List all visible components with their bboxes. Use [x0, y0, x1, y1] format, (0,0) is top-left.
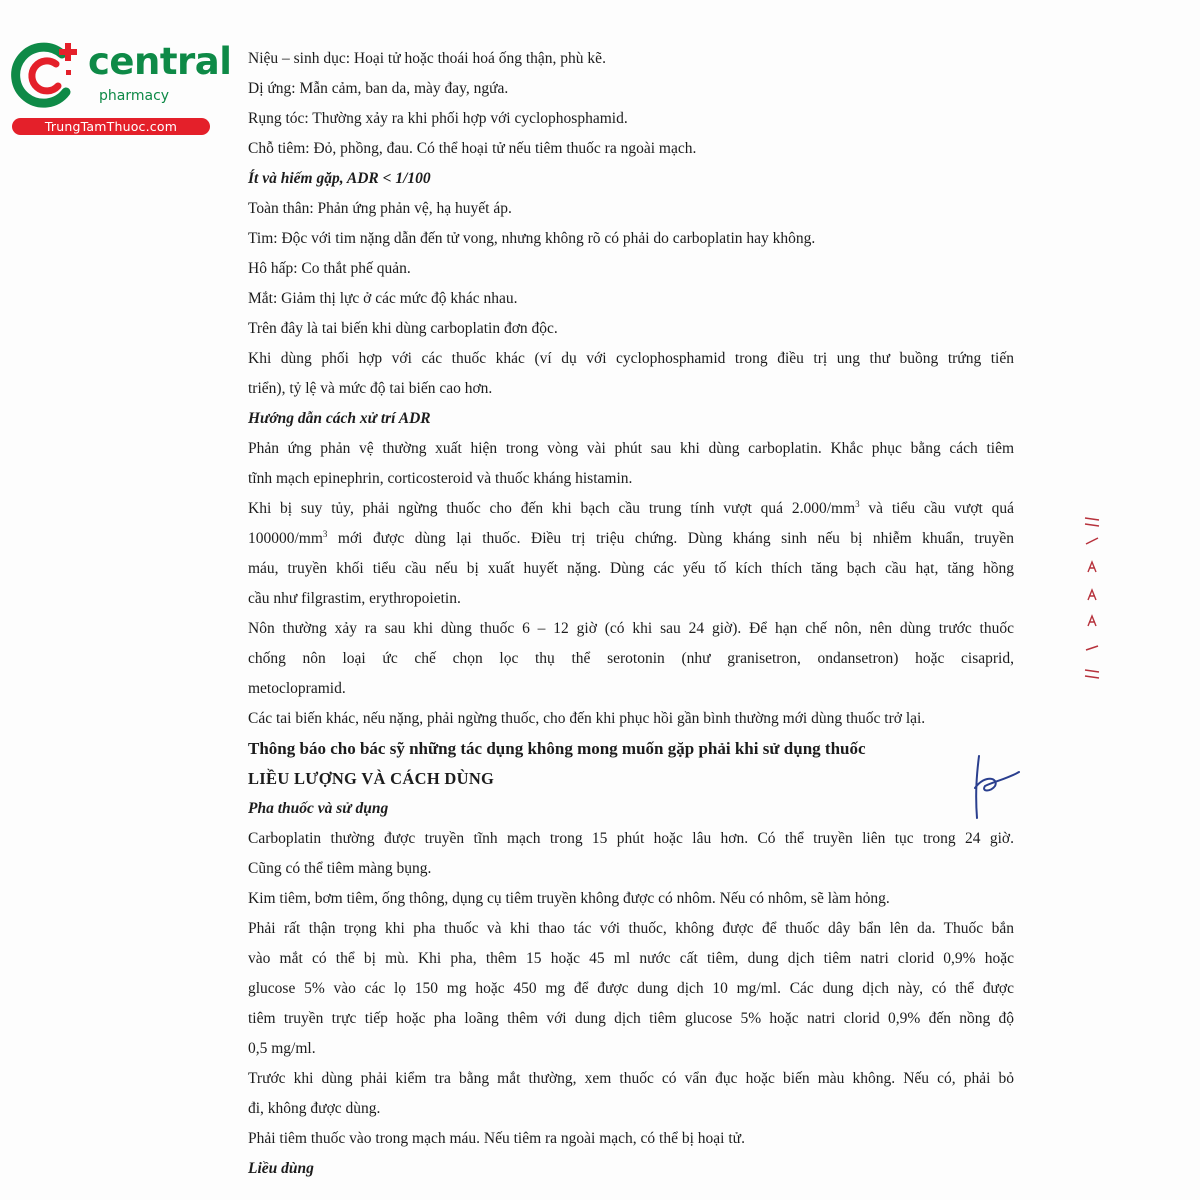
- logo-subtitle: pharmacy: [99, 88, 170, 104]
- text-line: [248, 494, 1014, 524]
- text-line: Toàn thân: Phản ứng phản vệ, hạ huyết áp.: [248, 200, 512, 217]
- superscript: 3: [322, 529, 328, 539]
- text-line: Khi dùng phối hợp với các thuốc khác (ví dụ với cyclophosphamid trong điều trị ung thư buồng trứng tiến: [248, 350, 1014, 367]
- text-line: tĩnh mạch epinephrin, corticosteroid và thuốc kháng histamin.: [248, 470, 633, 487]
- notice-heading: Thông báo cho bác sỹ những tác dụng không mong muốn gặp phải khi sử dụng thuốc: [248, 739, 866, 758]
- text-line: Carboplatin thường được truyền tĩnh mạch trong 15 phút hoặc lâu hơn. Có thể truyền liên tục trong 24 giờ.: [248, 830, 1014, 847]
- text-line: Nôn thường xảy ra sau khi dùng thuốc 6 – 12 giờ (có khi sau 24 giờ). Để hạn chế nôn, nên dùng trước thuốc: [248, 620, 1014, 637]
- subheading-dosage: Liều dùng: [248, 1160, 314, 1177]
- text-segment: mới được dùng lại thuốc. Điều trị triệu chứng. Dùng kháng sinh nếu bị nhiễm khuẩn, truyền: [327, 530, 1014, 547]
- text-line: Phải rất thận trọng khi pha thuốc và khi thao tác với thuốc, không được để thuốc dây bẩn lên da. Thuốc bắn: [248, 920, 1014, 937]
- text-line: [248, 524, 1014, 554]
- text-line: Kim tiêm, bơm tiêm, ống thông, dụng cụ tiêm truyền không được có nhôm. Nếu có nhôm, sẽ làm hỏng.: [248, 890, 890, 907]
- text-segment: Khi bị suy tủy, phải ngừng thuốc cho đến khi bạch cầu trung tính vượt quá 2.000/mm: [248, 500, 856, 517]
- text-line: glucose 5% vào các lọ 150 mg hoặc 450 mg để được dung dịch 10 mg/ml. Các dung dịch này, có thể được: [248, 980, 1014, 997]
- pharmacy-cross-logo-icon: [10, 40, 82, 112]
- text-line: máu, truyền khối tiểu cầu nếu bị xuất huyết nặng. Dùng các yếu tố kích thích tăng bạch cầu hạt, tăng hồng: [248, 560, 1014, 577]
- subheading-preparation: Pha thuốc và sử dụng: [248, 800, 389, 817]
- text-line: Trên đây là tai biến khi dùng carboplatin đơn độc.: [248, 320, 558, 337]
- text-segment: 100000/mm: [248, 530, 323, 547]
- signature-icon: [965, 752, 1025, 822]
- text-line: Niệu – sinh dục: Hoại tử hoặc thoái hoá ống thận, phù kẽ.: [248, 50, 606, 67]
- text-line: metoclopramid.: [248, 680, 346, 697]
- text-line: 0,5 mg/ml.: [248, 1040, 316, 1057]
- text-line: Tim: Độc với tim nặng dẫn đến tử vong, nhưng không rõ có phải do carboplatin hay không.: [248, 230, 816, 247]
- logo-site-url[interactable]: TrungTamThuoc.com: [12, 118, 210, 135]
- text-line: chống nôn loại ức chế chọn lọc thụ thể serotonin (như granisetron, ondansetron) hoặc cisaprid,: [248, 650, 1014, 667]
- subheading-rare-adr: Ít và hiếm gặp, ADR < 1/100: [248, 170, 431, 187]
- text-line: Dị ứng: Mẫn cảm, ban da, mày đay, ngứa.: [248, 80, 509, 97]
- text-line: Phản ứng phản vệ thường xuất hiện trong vòng vài phút sau khi dùng carboplatin. Khắc phục bằng cách tiêm: [248, 440, 1014, 457]
- stamp-fragment-icon: [1080, 510, 1104, 690]
- text-line: Chỗ tiêm: Đỏ, phồng, đau. Có thể hoại tử nếu tiêm thuốc ra ngoài mạch.: [248, 140, 697, 157]
- section-heading-dosage: LIỀU LƯỢNG VÀ CÁCH DÙNG: [248, 769, 495, 788]
- text-line: Trước khi dùng phải kiểm tra bằng mắt thường, xem thuốc có vẩn đục hoặc biến màu không. Nếu có, phải bỏ: [248, 1070, 1014, 1087]
- subheading-adr-management: Hướng dẫn cách xử trí ADR: [248, 410, 431, 427]
- superscript: 3: [855, 499, 860, 509]
- text-line: đi, không được dùng.: [248, 1100, 381, 1117]
- text-line: vào mắt có thể bị mù. Khi pha, thêm 15 hoặc 45 ml nước cất tiêm, dung dịch tiêm natri clorid 0,9% hoặc: [248, 950, 1014, 967]
- text-line: cầu như filgrastim, erythropoietin.: [248, 590, 461, 607]
- text-line: Hô hấp: Co thắt phế quản.: [248, 260, 411, 277]
- text-line: tiêm truyền trực tiếp hoặc pha loãng thêm với dung dịch tiêm glucose 5% hoặc natri clorid 0,9% đến nồng độ: [248, 1010, 1014, 1027]
- text-line: Mắt: Giảm thị lực ở các mức độ khác nhau.: [248, 290, 518, 307]
- logo-brand-name: central: [88, 40, 232, 83]
- central-pharmacy-logo[interactable]: [10, 38, 232, 138]
- text-line: Rụng tóc: Thường xảy ra khi phối hợp với cyclophosphamid.: [248, 110, 628, 127]
- document-body: [248, 44, 1014, 1184]
- text-line: Các tai biến khác, nếu nặng, phải ngừng thuốc, cho đến khi phục hồi gần bình thường mới dùng thuốc trở lại.: [248, 710, 926, 727]
- text-line: Cũng có thể tiêm màng bụng.: [248, 860, 432, 877]
- text-line: Phải tiêm thuốc vào trong mạch máu. Nếu tiêm ra ngoài mạch, có thể bị hoại tử.: [248, 1130, 745, 1147]
- text-line: triển), tỷ lệ và mức độ tai biến cao hơn.: [248, 380, 493, 397]
- text-segment: và tiểu cầu vượt quá: [859, 500, 1014, 517]
